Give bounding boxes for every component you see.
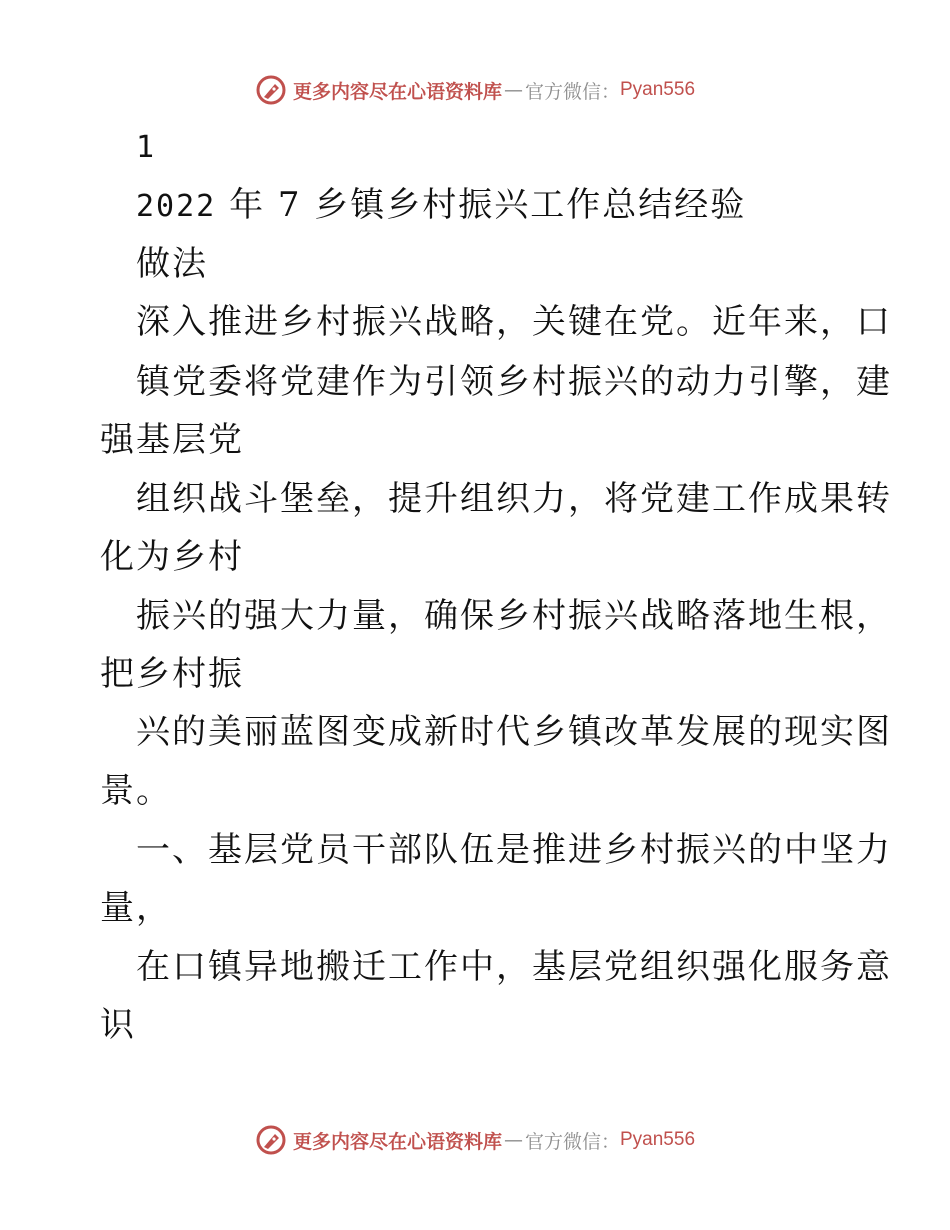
watermark-brand: 更多内容尽在心语资料库: [292, 1130, 502, 1153]
watermark-brand: 更多内容尽在心语资料库: [292, 80, 502, 103]
body-line-6: 振兴的强大力量，确保乡村振兴战略落地生根，: [136, 596, 892, 636]
title-rest: 年 7 乡镇乡村振兴工作总结经验: [229, 185, 747, 225]
watermark-label: 官方微信：: [524, 80, 620, 103]
document-title: [136, 183, 746, 229]
watermark-account: Pyan556: [620, 1129, 696, 1150]
body-line-5: 化为乡村: [100, 537, 244, 577]
watermark-account: Pyan556: [620, 79, 696, 100]
body-line-12: 在口镇异地搬迁工作中，基层党组织强化服务意: [136, 947, 892, 987]
document-title-cont: 做法: [136, 244, 208, 284]
footer-watermark: [0, 1120, 950, 1160]
title-year: 2022: [136, 189, 217, 224]
page-number: 1: [136, 130, 157, 165]
body-line-10: 一、基层党员干部队伍是推进乡村振兴的中坚力: [136, 830, 892, 870]
body-line-11: 量，: [100, 888, 172, 928]
body-line-4: 组织战斗堡垒，提升组织力，将党建工作成果转: [136, 479, 892, 519]
body-line-2: 镇党委将党建作为引领乡村振兴的动力引擎，建: [136, 362, 892, 402]
body-line-3: 强基层党: [100, 420, 244, 460]
pen-nib-circle-icon: [255, 1124, 287, 1156]
watermark-dash: —: [503, 79, 523, 101]
body-line-8: 兴的美丽蓝图变成新时代乡镇改革发展的现实图: [136, 712, 892, 752]
body-line-7: 把乡村振: [100, 654, 244, 694]
body-line-13: 识: [100, 1005, 136, 1045]
watermark-dash: —: [503, 1129, 523, 1151]
body-line-1: 深入推进乡村振兴战略，关键在党。近年来，口: [136, 302, 892, 342]
watermark-label: 官方微信：: [524, 1130, 620, 1153]
body-line-9: 景。: [100, 771, 172, 811]
